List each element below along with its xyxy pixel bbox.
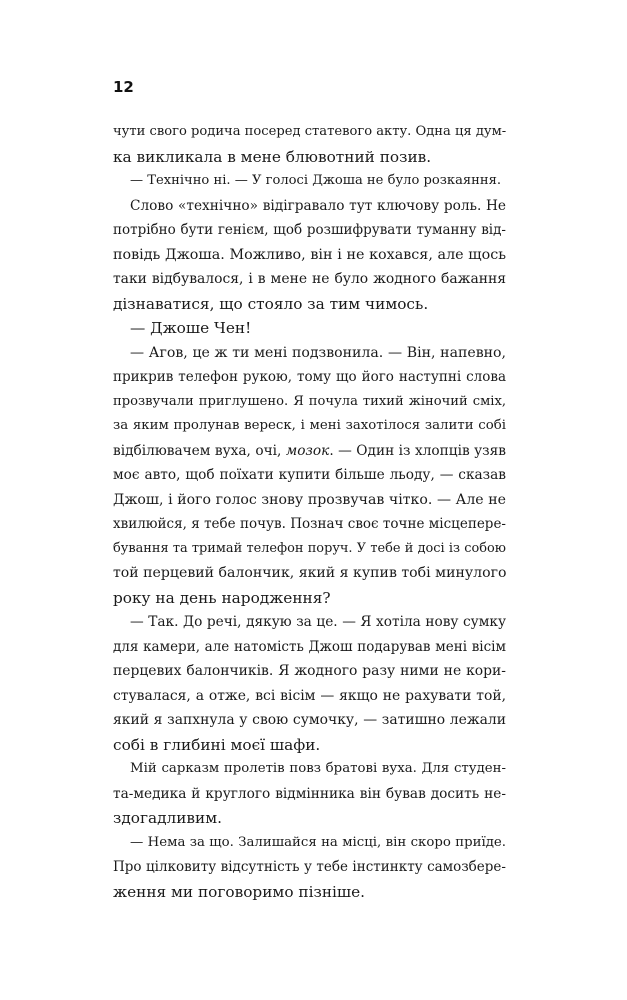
text-line: — Агов, це ж ти мені подзвонила. — Він, напевно, [130,344,506,361]
text-line: який я запхнула у свою сумочку, — затишно лежали [113,712,506,728]
text-line: — Нема за що. Залишайся на місці, він скоро приїде. [130,834,506,850]
body-text [113,120,506,904]
text-line: та-медика й круглого відмінника він бував досить не- [113,785,506,802]
text-line: року на день народження? [113,588,331,607]
text-line: хвилюйся, я тебе почув. Познач своє точне місцепере- [113,516,506,532]
text-line: — Джоше Чен! [130,319,252,337]
text-segment: . — Один із хлопців узяв [329,442,506,459]
text-segment: відбілювачем вуха, очі, [113,442,286,459]
text-line: здогадливим. [113,809,223,827]
text-line: — Так. До речі, дякую за це. — Я хотіла нову сумку [130,614,506,630]
text-line: Слово «технічно» відігравало тут ключову роль. Не [130,197,506,214]
text-line: Джош, і його голос знову прозвучав чітко. — Але не [113,491,506,508]
text-line: ження ми поговоримо пізніше. [113,882,366,901]
italic-word: мозок [285,442,330,459]
text-line: Про цілковиту відсутність у тебе інстинкту самозбере- [113,859,506,875]
text-line: бування та тримай телефон поруч. У тебе й досі із собою [113,540,506,556]
text-line: той перцевий балончик, який я купив тобі минулого [113,565,507,581]
text-line: повідь Джоша. Можливо, він і не кохався, але щось [113,246,506,263]
text-line: ка викликала в мене блювотний позив. [113,147,432,166]
text-line: чути свого родича посеред статевого акту. Одна ця дум- [113,124,507,139]
text-line: перцевих балончиків. Я жодного разу ними не кори- [113,663,506,679]
text-line [113,439,506,464]
text-line: Мій сарказм пролетів повз братові вуха. Для студен- [130,761,506,776]
text-line: стувалася, а отже, всі вісім — якщо не рахувати той, [113,687,506,704]
text-line: моє авто, щоб поїхати купити більше льоду, — сказав [113,467,506,483]
text-line: потрібно бути генієм, щоб розшифрувати туманну від- [113,222,506,238]
text-line: дізнаватися, що стояло за тим чимось. [113,294,429,313]
text-line: собі в глибині моєї шафи. [113,735,321,754]
text-line: — Технічно ні. — У голосі Джоша не було розкаяння. [130,173,502,188]
text-line: для камери, але натомість Джош подарував мені вісім [113,638,506,655]
page-number: 12 [113,78,134,96]
text-line: прикрив телефон рукою, тому що його наступні слова [113,369,506,385]
text-line: за яким пролунав вереск, і мені захотілося залити собі [113,418,506,433]
text-line: таки відбувалося, і в мене не було жодного бажання [113,271,506,287]
text-line: прозвучали приглушено. Я почула тихий жіночий сміх, [113,393,506,409]
